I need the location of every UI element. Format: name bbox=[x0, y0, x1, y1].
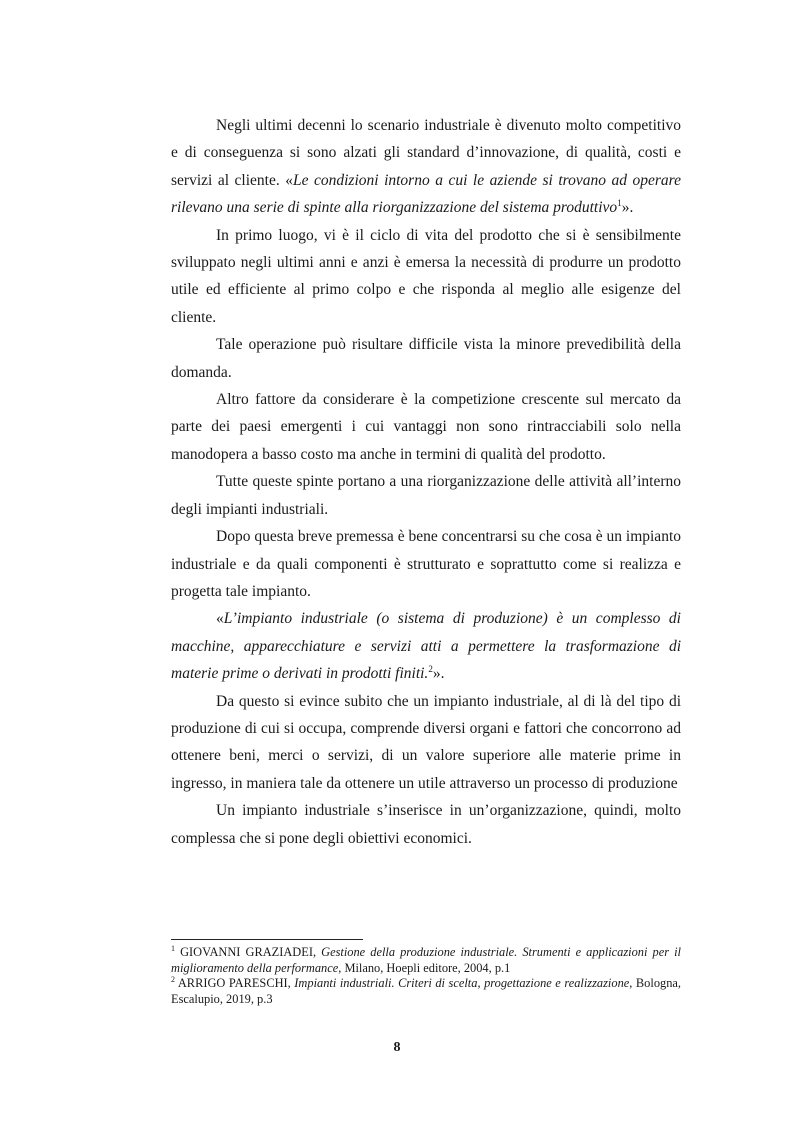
footnote-1-number: 1 bbox=[171, 944, 175, 953]
footnote-1-title: Gestione della produzione industriale. Strumenti e applicazioni per il miglioramento della performance bbox=[171, 945, 681, 975]
footnote-2-details: , Bologna, Escalupio, 2019, p.3 bbox=[171, 976, 682, 1006]
paragraph-6: Dopo questa breve premessa è bene concentrarsi su che cosa è un impianto industriale e da quali componenti è strutturato e soprattutto come si realizza e progetta tale impianto. bbox=[171, 528, 681, 600]
paragraph-7 bbox=[171, 605, 681, 687]
paragraph-1-quote: Le condizioni intorno a cui le aziende si trovano ad operare rilevano una serie di spinte alla riorganizzazione del sistema produttivo bbox=[171, 171, 681, 217]
footnote-ref-2[interactable]: 2 bbox=[428, 664, 433, 675]
footnote-divider bbox=[171, 939, 363, 940]
body-text bbox=[171, 112, 681, 852]
footnote-2-number: 2 bbox=[171, 975, 175, 985]
footnote-1-author: GIOVANNI GRAZIADEI, bbox=[180, 945, 322, 959]
paragraph-5: Tutte queste spinte portano a una riorganizzazione delle attività all’interno degli impianti industriali. bbox=[171, 473, 681, 518]
paragraph-3: Tale operazione può risultare difficile vista la minore prevedibilità della domanda. bbox=[171, 336, 681, 381]
footnote-1 bbox=[171, 945, 681, 976]
paragraph-1-end: ». bbox=[621, 199, 634, 217]
paragraph-7-end: ». bbox=[432, 665, 445, 683]
footnote-ref-1[interactable]: 1 bbox=[617, 198, 622, 209]
paragraph-9: Un impianto industriale s’inserisce in un’organizzazione, quindi, molto complessa che si pone degli obiettivi economici. bbox=[171, 802, 681, 847]
paragraph-7-open: « bbox=[216, 610, 224, 628]
page-number: 8 bbox=[393, 1040, 401, 1055]
paragraph-4: Altro fattore da considerare è la competizione crescente sul mercato da parte dei paesi emergenti i cui vantaggi non sono rintracciabili solo nella manodopera a basso costo ma anche in termini di qualità del prodotto. bbox=[171, 391, 681, 463]
paragraph-8: Da questo si evince subito che un impianto industriale, al di là del tipo di produzione di cui si occupa, comprende diversi organi e fattori che concorrono ad ottenere beni, merci o servizi, di un valore superiore alle materie prime in ingresso, in maniera tale da ottenere un utile attraverso un processo di produzione bbox=[171, 692, 681, 792]
footnote-2-author: ARRIGO PARESCHI, bbox=[177, 976, 295, 991]
paragraph-1 bbox=[171, 112, 681, 222]
paragraph-1-text: Negli ultimi decenni lo scenario industriale è divenuto molto competitivo e di conseguenza si sono alzati gli standard d’innovazione, di qualità, costi e servizi al cliente. « bbox=[171, 117, 681, 189]
footnotes bbox=[171, 945, 681, 1007]
footnote-2 bbox=[171, 976, 681, 1007]
footnote-2-title: Impianti industriali. Criteri di scelta, progettazione e realizzazione bbox=[294, 976, 630, 991]
footnote-1-details: , Milano, Hoepli editore, 2004, p.1 bbox=[338, 960, 511, 975]
paragraph-2: In primo luogo, vi è il ciclo di vita del prodotto che si è sensibilmente sviluppato negli ultimi anni e anzi è emersa la necessità di produrre un prodotto utile ed efficiente al primo colpo e che risponda al meglio alle esigenze del cliente. bbox=[171, 226, 681, 326]
paragraph-7-quote: L’impianto industriale (o sistema di produzione) è un complesso di macchine, apparecchiature e servizi atti a permettere la trasformazione di materie prime o derivati in prodotti finiti. bbox=[171, 610, 681, 683]
